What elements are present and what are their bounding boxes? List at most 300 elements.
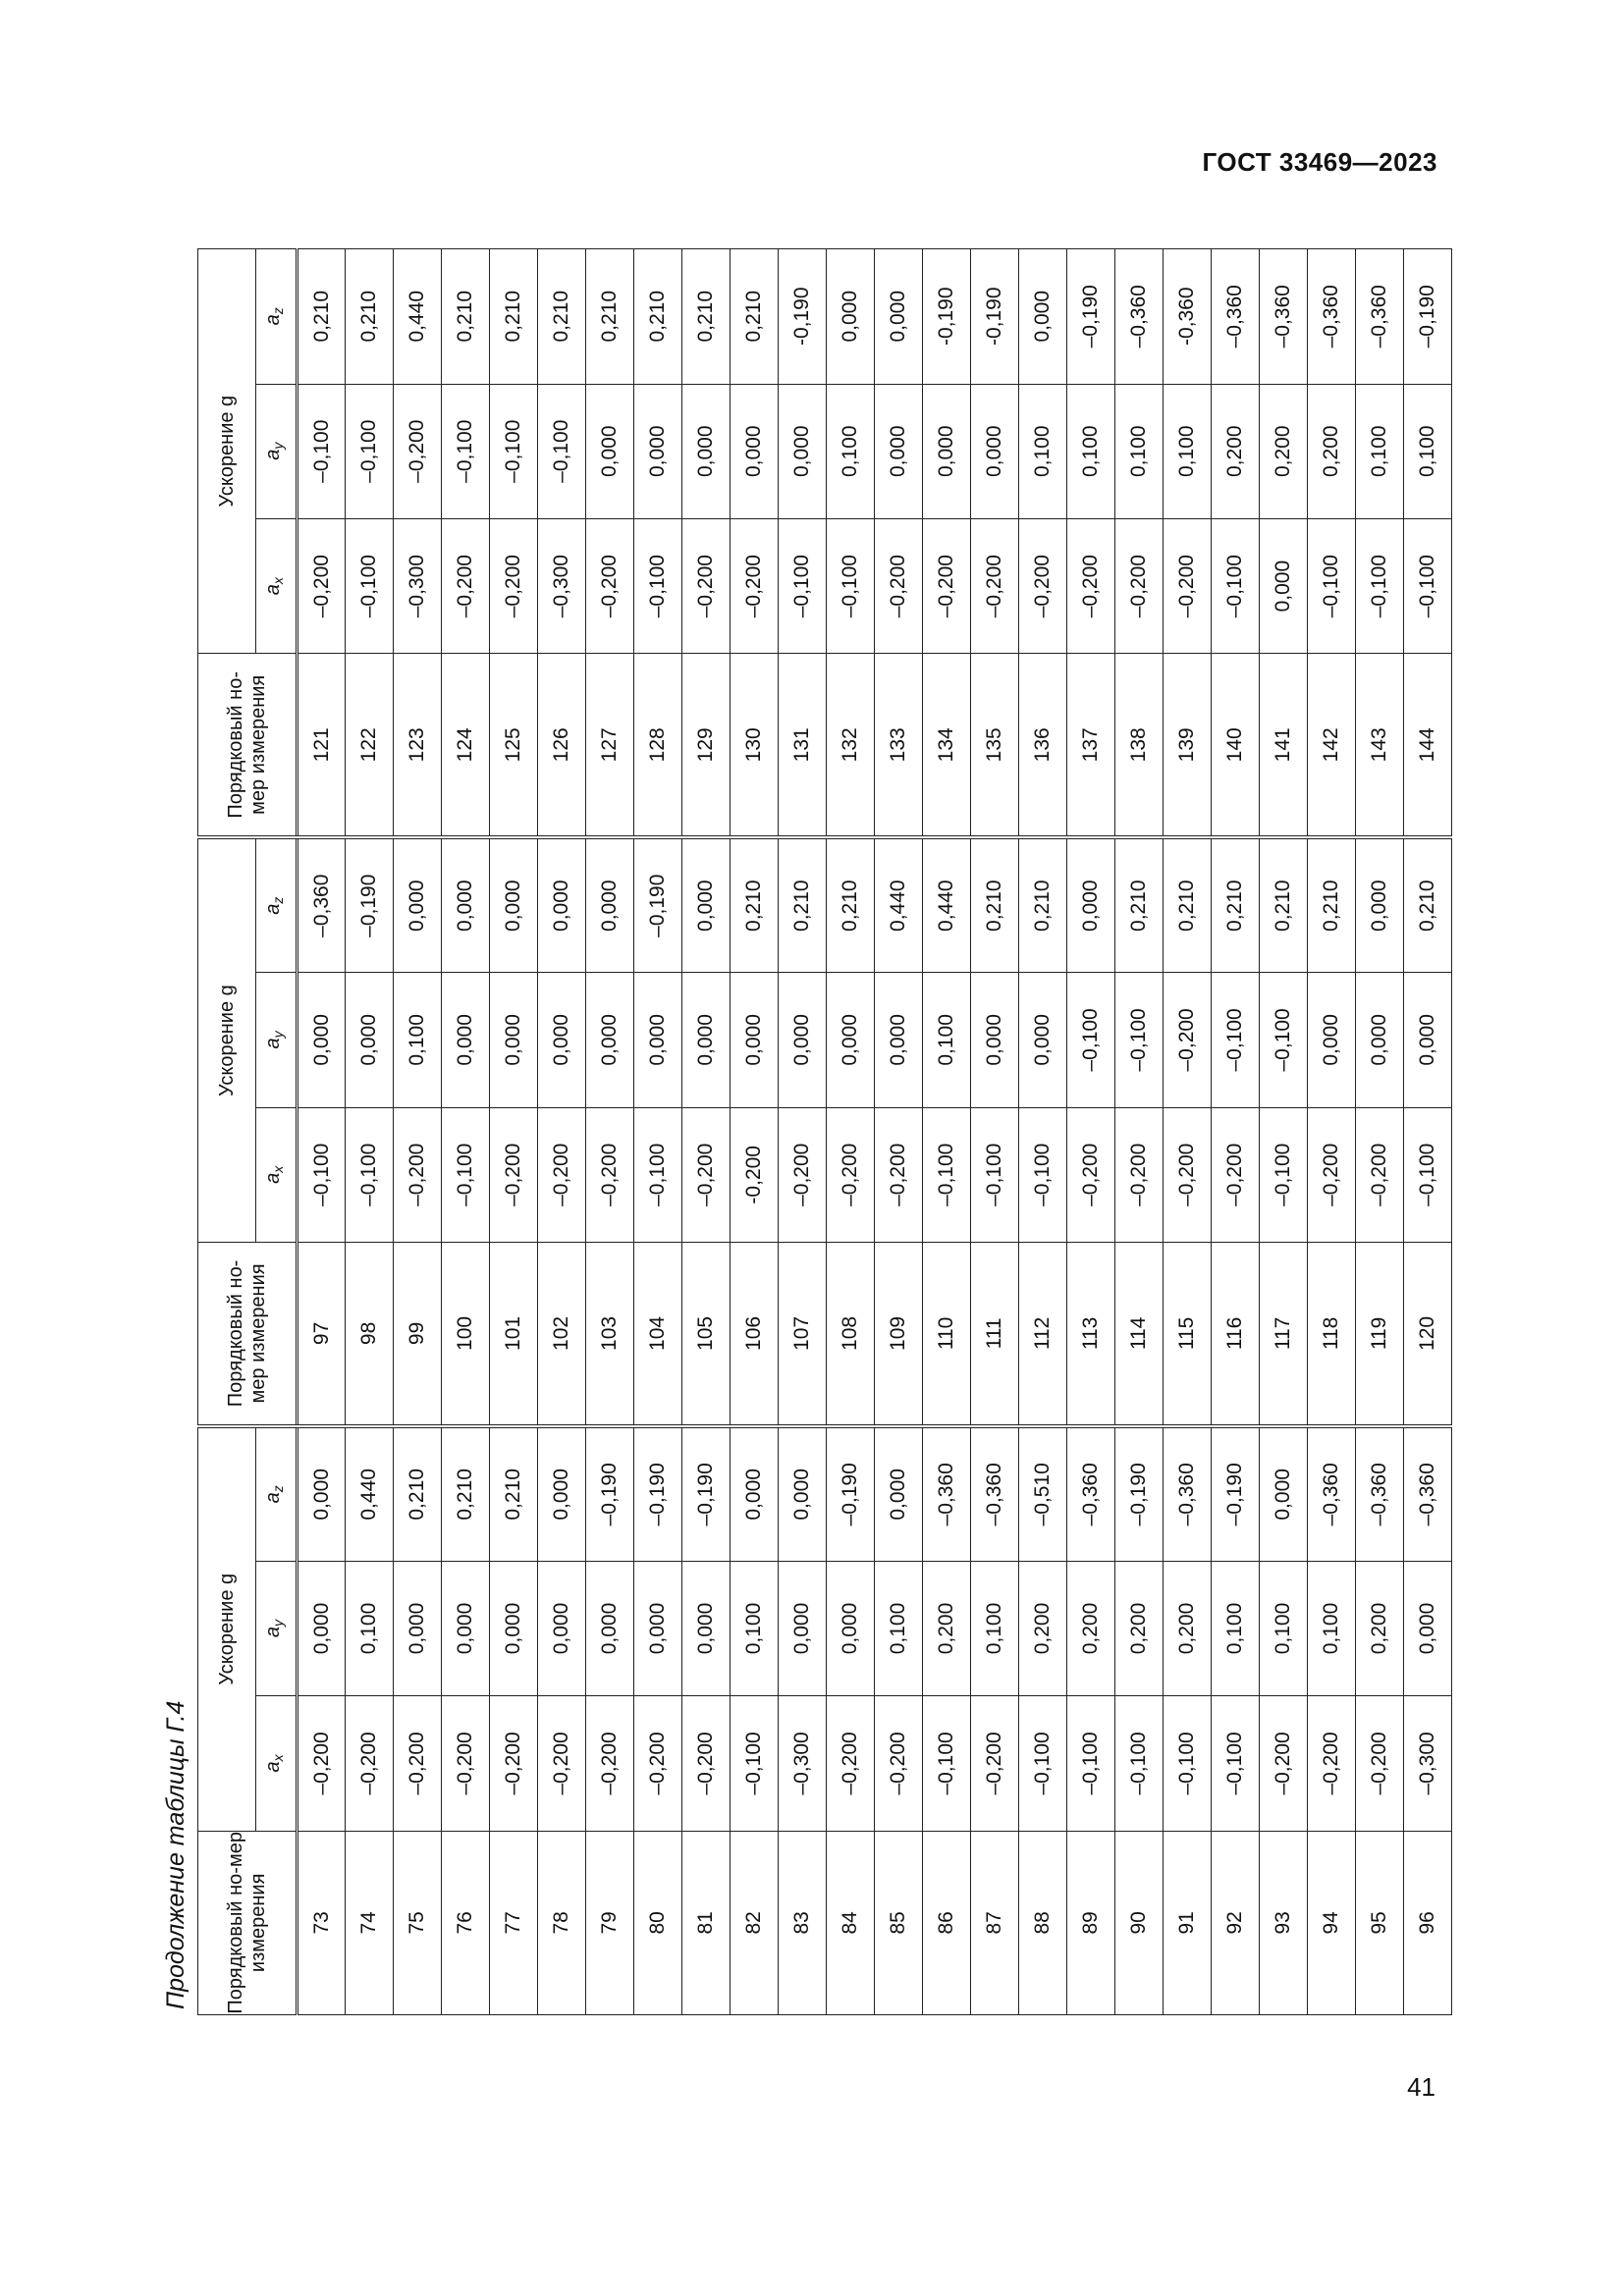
measurement-number-cell: 84 <box>827 1831 875 2014</box>
table-row <box>971 249 1019 2015</box>
az-cell: –0,360 <box>923 1426 971 1561</box>
az-cell: 0,000 <box>394 837 442 972</box>
ax-cell: –0,200 <box>827 1107 875 1242</box>
measurement-number-cell: 125 <box>490 654 538 837</box>
ay-cell: 0,000 <box>1019 973 1067 1107</box>
ax-cell: –0,200 <box>827 1696 875 1831</box>
measurement-number-cell: 131 <box>779 654 827 837</box>
ax-cell: –0,200 <box>875 1696 923 1831</box>
measurement-number-cell: 104 <box>634 1242 682 1425</box>
ax-cell: –0,200 <box>1067 1107 1115 1242</box>
table-row <box>1356 249 1404 2015</box>
measurement-number-cell: 99 <box>394 1242 442 1425</box>
ay-cell: 0,000 <box>779 384 827 518</box>
az-cell: 0,210 <box>298 249 346 385</box>
az-cell: 0,000 <box>442 837 490 972</box>
ax-cell: –0,200 <box>394 1696 442 1831</box>
table-row <box>1308 249 1356 2015</box>
ax-cell: –0,200 <box>1164 518 1212 653</box>
az-cell: 0,000 <box>875 1426 923 1561</box>
table-row <box>634 249 682 2015</box>
measurement-number-cell: 81 <box>682 1831 731 2014</box>
table-row <box>298 249 346 2015</box>
az-cell: –0,190 <box>346 837 394 972</box>
subheader-ay: $a_y$ <box>256 973 298 1107</box>
measurement-number-cell: 143 <box>1356 654 1404 837</box>
measurement-number-cell: 86 <box>923 1831 971 2014</box>
ay-cell: 0,100 <box>875 1561 923 1695</box>
ax-cell: –0,200 <box>731 518 779 653</box>
az-cell: 0,440 <box>875 837 923 972</box>
ax-cell: –0,100 <box>731 1696 779 1831</box>
measurement-number-cell: 98 <box>346 1242 394 1425</box>
az-cell: -0,190 <box>779 249 827 385</box>
ax-cell: –0,100 <box>1067 1696 1115 1831</box>
az-cell: –0,190 <box>827 1426 875 1561</box>
ax-cell: –0,200 <box>682 1107 731 1242</box>
measurement-number-cell: 141 <box>1260 654 1308 837</box>
measurement-number-cell: 100 <box>442 1242 490 1425</box>
az-cell: 0,000 <box>1067 837 1115 972</box>
ax-cell: –0,100 <box>827 518 875 653</box>
ay-cell: 0,100 <box>1115 384 1164 518</box>
az-cell: –0,360 <box>1067 1426 1115 1561</box>
az-cell: 0,000 <box>1356 837 1404 972</box>
measurement-number-cell: 130 <box>731 654 779 837</box>
table-row <box>1019 249 1067 2015</box>
ay-cell: 0,000 <box>586 1561 634 1695</box>
az-cell: 0,210 <box>1164 837 1212 972</box>
ay-cell: 0,000 <box>634 384 682 518</box>
az-cell: 0,000 <box>490 837 538 972</box>
subheader-ax: $a_x$ <box>256 1696 298 1831</box>
ay-cell: 0,000 <box>1356 973 1404 1107</box>
ax-cell: –0,200 <box>1115 1107 1164 1242</box>
ax-cell: –0,200 <box>875 1107 923 1242</box>
az-cell: 0,000 <box>875 249 923 385</box>
col-header-measurement-number: Порядковый но-мер измерения <box>198 654 298 837</box>
ax-cell: –0,100 <box>346 518 394 653</box>
measurement-number-cell: 75 <box>394 1831 442 2014</box>
measurement-number-cell: 142 <box>1308 654 1356 837</box>
measurement-number-cell: 140 <box>1212 654 1260 837</box>
az-cell: -0,190 <box>971 249 1019 385</box>
table-row <box>1164 249 1212 2015</box>
table-row <box>923 249 971 2015</box>
ax-cell: –0,200 <box>682 1696 731 1831</box>
ax-cell: –0,100 <box>634 1107 682 1242</box>
measurement-number-cell: 107 <box>779 1242 827 1425</box>
measurement-number-cell: 109 <box>875 1242 923 1425</box>
ay-cell: 0,000 <box>1404 973 1452 1107</box>
table-row <box>1212 249 1260 2015</box>
measurement-number-cell: 124 <box>442 654 490 837</box>
ay-cell: 0,000 <box>346 973 394 1107</box>
az-cell: 0,210 <box>490 249 538 385</box>
ay-cell: 0,100 <box>1212 1561 1260 1695</box>
az-cell: –0,190 <box>1404 249 1452 385</box>
ax-cell: –0,100 <box>1019 1696 1067 1831</box>
measurement-number-cell: 122 <box>346 654 394 837</box>
measurement-number-cell: 119 <box>1356 1242 1404 1425</box>
ax-cell: –0,100 <box>1404 1107 1452 1242</box>
ay-cell: –0,100 <box>298 384 346 518</box>
ax-cell: –0,200 <box>682 518 731 653</box>
ay-cell: 0,000 <box>586 384 634 518</box>
ay-cell: 0,000 <box>634 973 682 1107</box>
ay-cell: –0,100 <box>1260 973 1308 1107</box>
measurement-number-cell: 126 <box>538 654 586 837</box>
az-cell: 0,210 <box>346 249 394 385</box>
ay-cell: 0,000 <box>875 384 923 518</box>
measurement-number-cell: 102 <box>538 1242 586 1425</box>
az-cell: -0,360 <box>1164 249 1212 385</box>
ay-cell: 0,000 <box>298 1561 346 1695</box>
az-cell: 0,210 <box>586 249 634 385</box>
az-cell: –0,360 <box>1164 1426 1212 1561</box>
az-cell: 0,210 <box>394 1426 442 1561</box>
ax-cell: –0,100 <box>1212 1696 1260 1831</box>
measurement-number-cell: 113 <box>1067 1242 1115 1425</box>
az-cell: 0,210 <box>1404 837 1452 972</box>
table-row <box>1404 249 1452 2015</box>
ay-cell: 0,000 <box>1404 1561 1452 1695</box>
ax-cell: –0,200 <box>971 518 1019 653</box>
az-cell: –0,360 <box>1115 249 1164 385</box>
ay-cell: 0,200 <box>1019 1561 1067 1695</box>
ax-cell: –0,100 <box>298 1107 346 1242</box>
ay-cell: 0,200 <box>923 1561 971 1695</box>
ay-cell: 0,000 <box>442 973 490 1107</box>
ax-cell: –0,200 <box>1356 1107 1404 1242</box>
measurement-number-cell: 93 <box>1260 1831 1308 2014</box>
ax-cell: –0,200 <box>586 1107 634 1242</box>
standard-designation: ГОСТ 33469—2023 <box>1202 147 1437 177</box>
ay-cell: 0,000 <box>923 384 971 518</box>
az-cell: –0,190 <box>1067 249 1115 385</box>
measurement-number-cell: 114 <box>1115 1242 1164 1425</box>
ay-cell: –0,100 <box>490 384 538 518</box>
ay-cell: 0,100 <box>1404 384 1452 518</box>
ax-cell: –0,100 <box>346 1107 394 1242</box>
subheader-az: $a_z$ <box>256 1426 298 1561</box>
col-header-measurement-number: Порядковый но-мер измерения <box>198 1831 298 2014</box>
az-cell: –0,360 <box>1308 249 1356 385</box>
table-row <box>1067 249 1115 2015</box>
ax-cell: –0,100 <box>634 518 682 653</box>
az-cell: 0,210 <box>442 1426 490 1561</box>
measurement-number-cell: 134 <box>923 654 971 837</box>
ay-cell: 0,100 <box>731 1561 779 1695</box>
az-cell: –0,360 <box>1308 1426 1356 1561</box>
ax-cell: –0,200 <box>298 1696 346 1831</box>
measurement-number-cell: 115 <box>1164 1242 1212 1425</box>
az-cell: –0,190 <box>586 1426 634 1561</box>
ay-cell: 0,100 <box>1260 1561 1308 1695</box>
measurement-number-cell: 127 <box>586 654 634 837</box>
table-row <box>827 249 875 2015</box>
az-cell: 0,440 <box>923 837 971 972</box>
ax-cell: –0,200 <box>538 1696 586 1831</box>
az-cell: 0,210 <box>827 837 875 972</box>
ax-cell: -0,200 <box>731 1107 779 1242</box>
ay-cell: 0,200 <box>1260 384 1308 518</box>
az-cell: 0,000 <box>682 837 731 972</box>
measurement-number-cell: 82 <box>731 1831 779 2014</box>
measurement-number-cell: 123 <box>394 654 442 837</box>
measurement-number-cell: 79 <box>586 1831 634 2014</box>
measurement-number-cell: 80 <box>634 1831 682 2014</box>
ax-cell: –0,100 <box>923 1696 971 1831</box>
ay-cell: 0,200 <box>1067 1561 1115 1695</box>
ax-cell: –0,100 <box>1260 1107 1308 1242</box>
az-cell: 0,210 <box>1260 837 1308 972</box>
ax-cell: –0,200 <box>442 1696 490 1831</box>
ax-cell: –0,200 <box>923 518 971 653</box>
ax-cell: –0,200 <box>1260 1696 1308 1831</box>
ay-cell: 0,000 <box>682 973 731 1107</box>
measurement-number-cell: 116 <box>1212 1242 1260 1425</box>
az-cell: 0,000 <box>586 837 634 972</box>
table-body <box>298 249 1452 2015</box>
ay-cell: 0,100 <box>923 973 971 1107</box>
table-row <box>779 249 827 2015</box>
measurement-number-cell: 83 <box>779 1831 827 2014</box>
ay-cell: 0,000 <box>682 1561 731 1695</box>
ax-cell: 0,000 <box>1260 518 1308 653</box>
col-header-acceleration: Ускорение g <box>198 1426 256 1831</box>
measurement-number-cell: 120 <box>1404 1242 1452 1425</box>
az-cell: 0,210 <box>779 837 827 972</box>
table-row <box>682 249 731 2015</box>
ax-cell: –0,300 <box>779 1696 827 1831</box>
ax-cell: –0,300 <box>1404 1696 1452 1831</box>
ay-cell: 0,000 <box>682 384 731 518</box>
table-row <box>875 249 923 2015</box>
ax-cell: –0,200 <box>490 1107 538 1242</box>
az-cell: 0,000 <box>298 1426 346 1561</box>
measurement-number-cell: 103 <box>586 1242 634 1425</box>
ax-cell: –0,100 <box>779 518 827 653</box>
ay-cell: –0,100 <box>442 384 490 518</box>
ay-cell: 0,100 <box>394 973 442 1107</box>
ay-cell: 0,000 <box>442 1561 490 1695</box>
ax-cell: –0,100 <box>971 1107 1019 1242</box>
az-cell: –0,190 <box>634 837 682 972</box>
measurement-number-cell: 92 <box>1212 1831 1260 2014</box>
ay-cell: –0,200 <box>1164 973 1212 1107</box>
page-number: 41 <box>1407 2072 1435 2102</box>
measurement-number-cell: 97 <box>298 1242 346 1425</box>
ax-cell: –0,200 <box>490 518 538 653</box>
ax-cell: –0,100 <box>1164 1696 1212 1831</box>
az-cell: 0,000 <box>538 837 586 972</box>
ay-cell: 0,000 <box>538 1561 586 1695</box>
col-header-acceleration: Ускорение g <box>198 837 256 1242</box>
az-cell: 0,210 <box>971 837 1019 972</box>
subheader-ax: $a_x$ <box>256 1107 298 1242</box>
ay-cell: 0,000 <box>827 973 875 1107</box>
ay-cell: 0,100 <box>1308 1561 1356 1695</box>
table-row <box>346 249 394 2015</box>
az-cell: –0,190 <box>634 1426 682 1561</box>
az-cell: 0,210 <box>1019 837 1067 972</box>
table-row <box>490 249 538 2015</box>
measurement-number-cell: 76 <box>442 1831 490 2014</box>
ay-cell: 0,000 <box>827 1561 875 1695</box>
ax-cell: –0,200 <box>1212 1107 1260 1242</box>
table-row <box>1115 249 1164 2015</box>
ay-cell: 0,100 <box>1356 384 1404 518</box>
measurement-number-cell: 129 <box>682 654 731 837</box>
az-cell: 0,210 <box>634 249 682 385</box>
ay-cell: 0,000 <box>731 973 779 1107</box>
measurement-number-cell: 73 <box>298 1831 346 2014</box>
ax-cell: –0,100 <box>1308 518 1356 653</box>
ay-cell: –0,100 <box>538 384 586 518</box>
ay-cell: 0,100 <box>1164 384 1212 518</box>
table-row <box>1260 249 1308 2015</box>
ax-cell: –0,200 <box>298 518 346 653</box>
measurement-number-cell: 88 <box>1019 1831 1067 2014</box>
table-row <box>731 249 779 2015</box>
acceleration-table <box>197 248 1452 2015</box>
ax-cell: –0,100 <box>1356 518 1404 653</box>
ax-cell: –0,200 <box>1067 518 1115 653</box>
ay-cell: 0,200 <box>1115 1561 1164 1695</box>
measurement-number-cell: 137 <box>1067 654 1115 837</box>
ay-cell: 0,000 <box>731 384 779 518</box>
ax-cell: –0,200 <box>1019 518 1067 653</box>
measurement-number-cell: 95 <box>1356 1831 1404 2014</box>
az-cell: 0,210 <box>682 249 731 385</box>
ax-cell: –0,300 <box>394 518 442 653</box>
ay-cell: 0,200 <box>1212 384 1260 518</box>
az-cell: –0,360 <box>1356 249 1404 385</box>
ax-cell: –0,200 <box>1308 1696 1356 1831</box>
ay-cell: 0,000 <box>1308 973 1356 1107</box>
measurement-number-cell: 90 <box>1115 1831 1164 2014</box>
col-header-acceleration: Ускорение g <box>198 249 256 654</box>
table-row <box>538 249 586 2015</box>
ay-cell: 0,000 <box>779 973 827 1107</box>
table-caption: Продолжение таблицы Г.4 <box>162 1700 189 2009</box>
az-cell: –0,360 <box>298 837 346 972</box>
ax-cell: –0,100 <box>1019 1107 1067 1242</box>
az-cell: 0,210 <box>1308 837 1356 972</box>
az-cell: –0,360 <box>971 1426 1019 1561</box>
az-cell: 0,210 <box>442 249 490 385</box>
measurement-number-cell: 108 <box>827 1242 875 1425</box>
ax-cell: –0,200 <box>346 1696 394 1831</box>
ax-cell: –0,200 <box>875 518 923 653</box>
az-cell: –0,360 <box>1260 249 1308 385</box>
az-cell: 0,210 <box>1212 837 1260 972</box>
subheader-ay: $a_y$ <box>256 1561 298 1695</box>
table-row <box>442 249 490 2015</box>
subheader-ay: $a_y$ <box>256 384 298 518</box>
ax-cell: –0,200 <box>1115 518 1164 653</box>
ax-cell: –0,100 <box>1212 518 1260 653</box>
ax-cell: –0,100 <box>923 1107 971 1242</box>
ay-cell: 0,200 <box>1164 1561 1212 1695</box>
ay-cell: 0,100 <box>971 1561 1019 1695</box>
measurement-number-cell: 96 <box>1404 1831 1452 2014</box>
ax-cell: –0,100 <box>442 1107 490 1242</box>
measurement-number-cell: 136 <box>1019 654 1067 837</box>
ay-cell: 0,000 <box>875 973 923 1107</box>
az-cell: –0,190 <box>1115 1426 1164 1561</box>
measurement-number-cell: 133 <box>875 654 923 837</box>
measurement-number-cell: 105 <box>682 1242 731 1425</box>
ax-cell: –0,100 <box>1115 1696 1164 1831</box>
ax-cell: –0,300 <box>538 518 586 653</box>
ax-cell: –0,200 <box>394 1107 442 1242</box>
measurement-number-cell: 89 <box>1067 1831 1115 2014</box>
rotated-table-block <box>154 239 1440 2015</box>
az-cell: 0,000 <box>538 1426 586 1561</box>
measurement-number-cell: 144 <box>1404 654 1452 837</box>
ax-cell: –0,200 <box>586 1696 634 1831</box>
az-cell: -0,190 <box>923 249 971 385</box>
measurement-number-cell: 138 <box>1115 654 1164 837</box>
ay-cell: 0,000 <box>394 1561 442 1695</box>
az-cell: –0,360 <box>1404 1426 1452 1561</box>
subheader-az: $a_z$ <box>256 249 298 385</box>
measurement-number-cell: 118 <box>1308 1242 1356 1425</box>
az-cell: –0,360 <box>1356 1426 1404 1561</box>
az-cell: 0,000 <box>731 1426 779 1561</box>
measurement-number-cell: 132 <box>827 654 875 837</box>
subheader-ax: $a_x$ <box>256 518 298 653</box>
measurement-number-cell: 128 <box>634 654 682 837</box>
az-cell: 0,210 <box>538 249 586 385</box>
ay-cell: 0,000 <box>490 1561 538 1695</box>
ax-cell: –0,200 <box>971 1696 1019 1831</box>
ay-cell: –0,200 <box>394 384 442 518</box>
ay-cell: 0,200 <box>1308 384 1356 518</box>
measurement-number-cell: 112 <box>1019 1242 1067 1425</box>
ay-cell: 0,000 <box>971 973 1019 1107</box>
ay-cell: 0,100 <box>1067 384 1115 518</box>
az-cell: 0,000 <box>779 1426 827 1561</box>
measurement-number-cell: 110 <box>923 1242 971 1425</box>
ax-cell: –0,200 <box>1164 1107 1212 1242</box>
az-cell: –0,510 <box>1019 1426 1067 1561</box>
measurement-number-cell: 106 <box>731 1242 779 1425</box>
ax-cell: –0,200 <box>586 518 634 653</box>
table-row <box>586 249 634 2015</box>
ax-cell: –0,200 <box>490 1696 538 1831</box>
measurement-number-cell: 101 <box>490 1242 538 1425</box>
ay-cell: 0,100 <box>346 1561 394 1695</box>
measurement-number-cell: 87 <box>971 1831 1019 2014</box>
ay-cell: 0,100 <box>827 384 875 518</box>
az-cell: 0,210 <box>731 249 779 385</box>
ax-cell: –0,200 <box>538 1107 586 1242</box>
az-cell: 0,000 <box>1019 249 1067 385</box>
ay-cell: 0,000 <box>971 384 1019 518</box>
ay-cell: 0,000 <box>538 973 586 1107</box>
ay-cell: 0,200 <box>1356 1561 1404 1695</box>
az-cell: 0,440 <box>346 1426 394 1561</box>
az-cell: 0,210 <box>731 837 779 972</box>
ay-cell: 0,000 <box>634 1561 682 1695</box>
ay-cell: –0,100 <box>1067 973 1115 1107</box>
ay-cell: 0,100 <box>1019 384 1067 518</box>
measurement-number-cell: 94 <box>1308 1831 1356 2014</box>
az-cell: –0,190 <box>682 1426 731 1561</box>
